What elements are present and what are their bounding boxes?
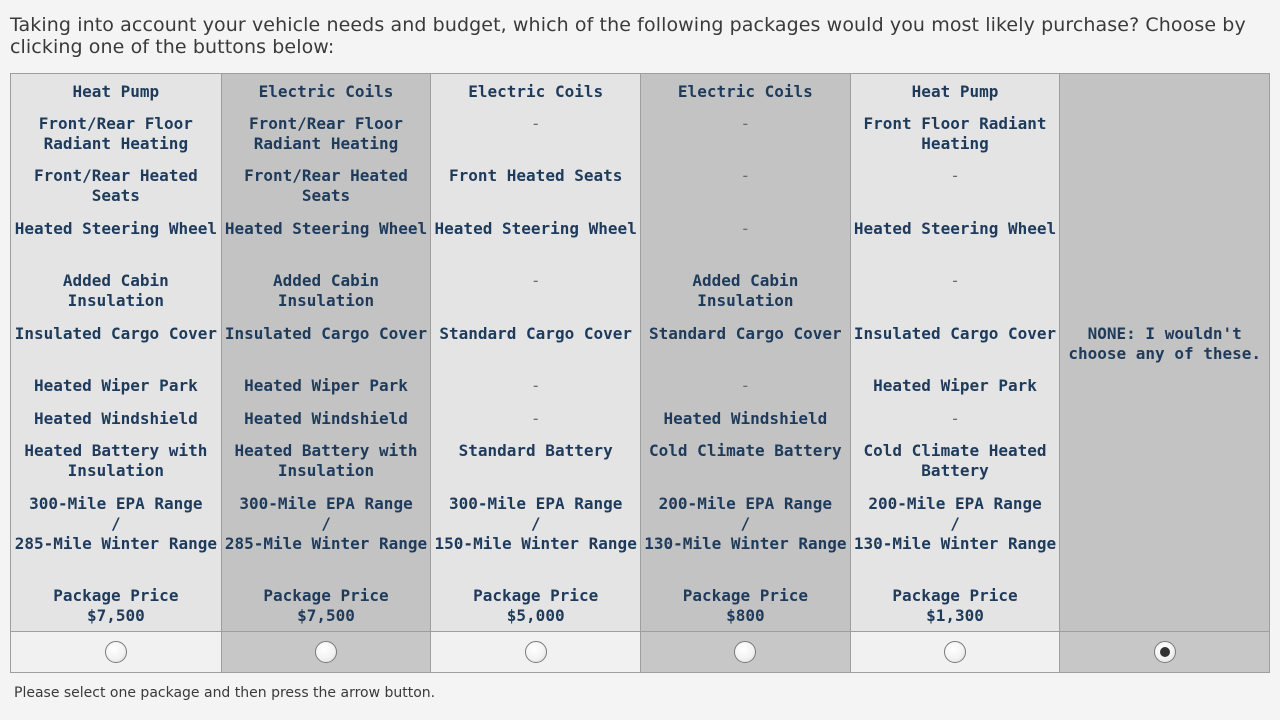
package-3-cargo: Standard Cargo Cover [439, 324, 632, 343]
package-1-cargo: Insulated Cargo Cover [14, 324, 217, 343]
package-2-floor: Front/Rear Floor Radiant Heating [248, 114, 404, 153]
package-3-battery: Standard Battery [458, 441, 613, 460]
package-column-2 [221, 74, 431, 672]
none-option-text: NONE: I wouldn't choose any of these. [1068, 324, 1262, 363]
package-4-radio[interactable] [734, 641, 756, 663]
package-2-cargo: Insulated Cargo Cover [224, 324, 428, 343]
package-1-windshield: Heated Windshield [33, 409, 198, 428]
package-column-5 [850, 74, 1060, 672]
package-5-battery: Cold Climate Heated Battery [863, 441, 1047, 480]
package-3-heating: Electric Coils [468, 82, 604, 101]
package-column-4 [640, 74, 850, 672]
package-4-seats: - [740, 166, 751, 185]
package-4-floor: - [740, 114, 751, 133]
package-3-price: $5,000 [506, 606, 565, 625]
package-1-floor: Front/Rear Floor Radiant Heating [38, 114, 193, 153]
package-5-price-label: Package Price [892, 586, 1018, 605]
package-3-windshield: - [530, 409, 541, 428]
package-2-wiper: Heated Wiper Park [244, 376, 408, 395]
package-5-winter-range: 130-Mile Winter Range [853, 534, 1057, 553]
package-3-winter-range: 150-Mile Winter Range [434, 534, 637, 553]
package-column-3 [430, 74, 640, 672]
package-2-radio[interactable] [315, 641, 337, 663]
package-2-heating: Electric Coils [258, 82, 394, 101]
package-5-range-separator: / [950, 514, 960, 533]
package-5-price: $1,300 [926, 606, 984, 625]
package-5-heating: Heat Pump [911, 82, 999, 101]
package-1-price: $7,500 [86, 606, 145, 625]
package-4-battery: Cold Climate Battery [649, 441, 842, 460]
package-5-seats: - [950, 166, 960, 185]
package-2-epa-range: 300-Mile EPA Range [239, 494, 413, 513]
package-5-epa-range: 200-Mile EPA Range [868, 494, 1042, 513]
package-4-winter-range: 130-Mile Winter Range [644, 534, 847, 553]
package-5-windshield: - [950, 409, 960, 428]
package-1-steering: Heated Steering Wheel [14, 219, 217, 238]
package-2-battery: Heated Battery with Insulation [234, 441, 418, 480]
package-4-cargo: Standard Cargo Cover [649, 324, 842, 343]
question-text: Taking into account your vehicle needs and budget, which of the following packages would you most likely purchase? Choose by clicking one of the buttons below: [10, 14, 1246, 58]
none-option-radio-cell[interactable] [1060, 631, 1269, 672]
package-4-wiper: - [740, 376, 751, 395]
package-2-winter-range: 285-Mile Winter Range [224, 534, 428, 553]
package-2-radio-cell[interactable] [222, 631, 431, 672]
package-5-wiper: Heated Wiper Park [873, 376, 1037, 395]
package-grid [10, 73, 1270, 673]
package-4-price: $800 [726, 606, 765, 625]
package-5-cargo: Insulated Cargo Cover [853, 324, 1057, 343]
package-4-insulation: Added Cabin Insulation [692, 271, 799, 310]
package-5-radio-cell[interactable] [851, 631, 1060, 672]
package-1-battery: Heated Battery with Insulation [24, 441, 208, 480]
package-4-range-separator: / [740, 514, 751, 533]
package-3-epa-range: 300-Mile EPA Range [448, 494, 623, 513]
package-2-seats: Front/Rear Heated Seats [244, 166, 408, 205]
package-1-heating: Heat Pump [72, 82, 160, 101]
package-3-radio-cell[interactable] [431, 631, 640, 672]
package-2-price: $7,500 [297, 606, 355, 625]
package-3-insulation: - [530, 271, 541, 290]
package-1-price-label: Package Price [53, 586, 179, 605]
package-2-windshield: Heated Windshield [244, 409, 408, 428]
none-option-column [1059, 74, 1269, 672]
package-4-heating: Electric Coils [677, 82, 813, 101]
none-option-radio[interactable] [1154, 641, 1176, 663]
package-4-steering: - [740, 219, 751, 238]
package-5-steering: Heated Steering Wheel [853, 219, 1057, 238]
package-1-radio[interactable] [105, 641, 127, 663]
package-1-epa-range: 300-Mile EPA Range [29, 494, 203, 513]
package-2-steering: Heated Steering Wheel [224, 219, 428, 238]
package-1-seats: Front/Rear Heated Seats [33, 166, 198, 205]
package-2-range-separator: / [321, 514, 331, 533]
package-5-floor: Front Floor Radiant Heating [863, 114, 1047, 153]
package-3-steering: Heated Steering Wheel [434, 219, 637, 238]
package-4-price-label: Package Price [682, 586, 808, 605]
package-3-floor: - [530, 114, 541, 133]
package-4-windshield: Heated Windshield [663, 409, 828, 428]
package-column-1 [11, 74, 221, 672]
package-1-range-separator: / [111, 514, 121, 533]
package-5-radio[interactable] [944, 641, 966, 663]
package-3-wiper: - [530, 376, 541, 395]
instruction-text: Please select one package and then press the arrow button. [14, 685, 436, 701]
package-2-insulation: Added Cabin Insulation [273, 271, 379, 310]
package-3-radio[interactable] [525, 641, 547, 663]
package-1-wiper: Heated Wiper Park [33, 376, 198, 395]
package-3-price-label: Package Price [473, 586, 599, 605]
package-1-insulation: Added Cabin Insulation [62, 271, 169, 310]
package-2-price-label: Package Price [263, 586, 389, 605]
package-3-seats: Front Heated Seats [448, 166, 623, 185]
package-5-insulation: - [950, 271, 960, 290]
package-4-epa-range: 200-Mile EPA Range [658, 494, 833, 513]
package-3-range-separator: / [530, 514, 541, 533]
package-4-radio-cell[interactable] [641, 631, 850, 672]
package-1-winter-range: 285-Mile Winter Range [14, 534, 217, 553]
package-1-radio-cell[interactable] [11, 631, 221, 672]
